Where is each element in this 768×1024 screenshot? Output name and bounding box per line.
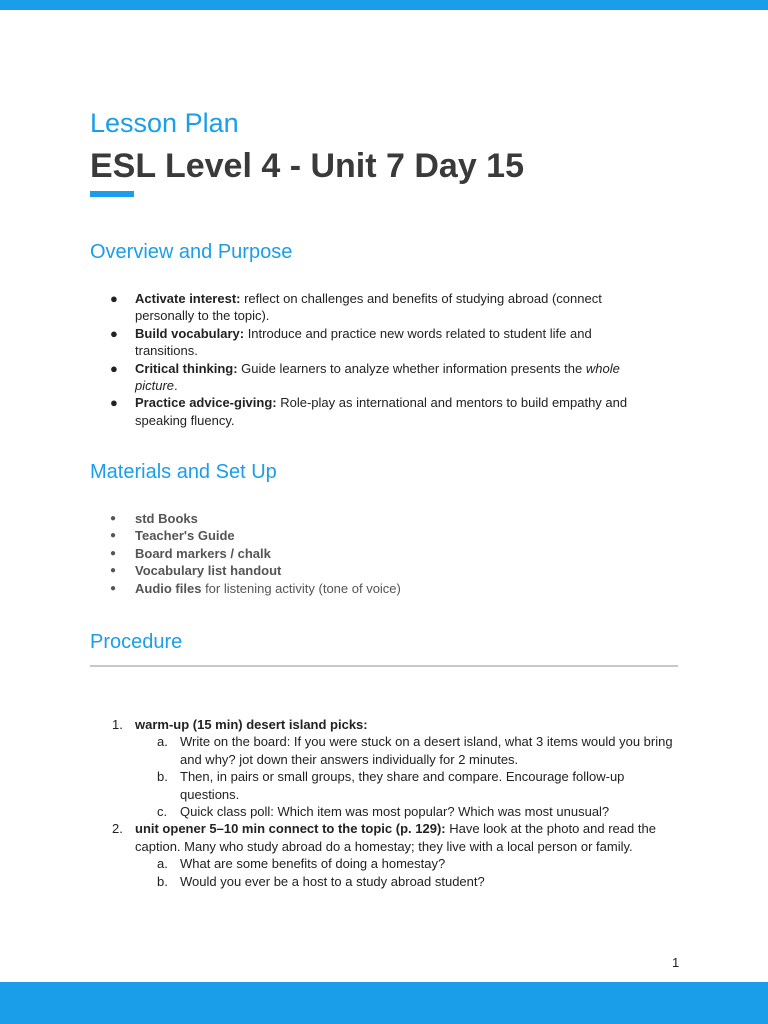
procedure-step [90,716,680,820]
item-text: reflect on challenges and benefits of studying abroad (connect personally to the topic). [135,291,602,324]
procedure-heading: Procedure [90,631,183,653]
list-item [90,527,655,544]
substep-letter: c. [157,804,168,820]
step-label: warm-up (15 min) desert island picks: [135,717,368,732]
list-item [90,290,655,325]
title-underline [90,191,134,197]
substeps-list [135,855,680,890]
substep-text: Write on the board: If you were stuck on a desert island, what 3 items would you bring and why? jot down their answers individually for 2 minutes. [180,734,673,767]
bullet-icon: ● [110,325,118,341]
materials-list [90,510,655,597]
item-text: Guide learners to analyze whether information presents the [237,360,586,376]
substep-text: Would you ever be a host to a study abroad student? [180,873,485,889]
substep [135,768,680,803]
step-label: unit opener 5–10 min connect to the topic (p. 129): [135,821,446,837]
list-item [90,394,655,429]
bullet-icon: ● [110,291,118,306]
item-label: Critical thinking: [135,360,238,376]
document-subtitle: Lesson Plan [90,108,239,138]
item-label: Vocabulary list handout [135,563,282,579]
overview-heading: Overview and Purpose [90,241,293,263]
item-label: Build vocabulary: [135,325,245,341]
bullet-icon: ● [110,530,117,542]
page-number: 1 [672,955,680,970]
top-accent-bar [0,0,768,10]
step-number: 1. [112,717,123,732]
list-item [90,325,655,360]
section-divider [90,665,678,667]
bullet-icon: ● [110,565,117,577]
substep-text: Quick class poll: Which item was most popular? Which was most unusual? [180,804,610,820]
item-label: Board markers / chalk [135,545,271,561]
item-text-tail: . [174,378,178,394]
substep-letter: b. [157,873,168,889]
item-text: for listening activity (tone of voice) [201,580,401,596]
item-text: Role-play as international and mentors to build empathy and speaking fluency. [135,395,628,428]
item-label: Teacher's Guide [135,528,235,544]
list-item [90,510,655,527]
bullet-icon: ● [110,582,117,594]
procedure-steps [90,716,680,890]
procedure-step [90,820,680,890]
substep [135,733,680,768]
bullet-icon: ● [110,547,117,559]
item-emphasis: whole picture [135,360,620,394]
item-text: Introduce and practice new words related to student life and transitions. [135,325,592,359]
item-label: std Books [135,511,198,526]
substeps-list [135,733,680,820]
overview-list [90,290,655,429]
list-item [90,360,655,395]
step-text: Have look at the photo and read the caption. Many who study abroad do a homestay; they live with a local person or family. [135,821,656,854]
document-title: ESL Level 4 - Unit 7 Day 15 [90,147,524,185]
item-label: Audio files [135,580,202,596]
substep [135,803,680,820]
bullet-icon: ● [110,360,118,376]
substep-letter: a. [157,856,168,872]
bullet-icon: ● [110,513,117,524]
list-item [90,580,655,597]
bottom-accent-bar [0,982,768,1024]
substep [135,873,680,890]
substep-text: What are some benefits of doing a homestay? [180,856,446,872]
substep [135,855,680,872]
bullet-icon: ● [110,395,118,411]
substep-letter: a. [157,734,168,750]
materials-heading: Materials and Set Up [90,461,277,483]
substep-letter: b. [157,769,168,785]
step-number: 2. [112,821,123,837]
list-item [90,545,655,562]
item-label: Activate interest: [135,291,241,306]
item-label: Practice advice-giving: [135,395,277,411]
list-item [90,562,655,579]
substep-text: Then, in pairs or small groups, they share and compare. Encourage follow-up questions. [180,769,625,802]
